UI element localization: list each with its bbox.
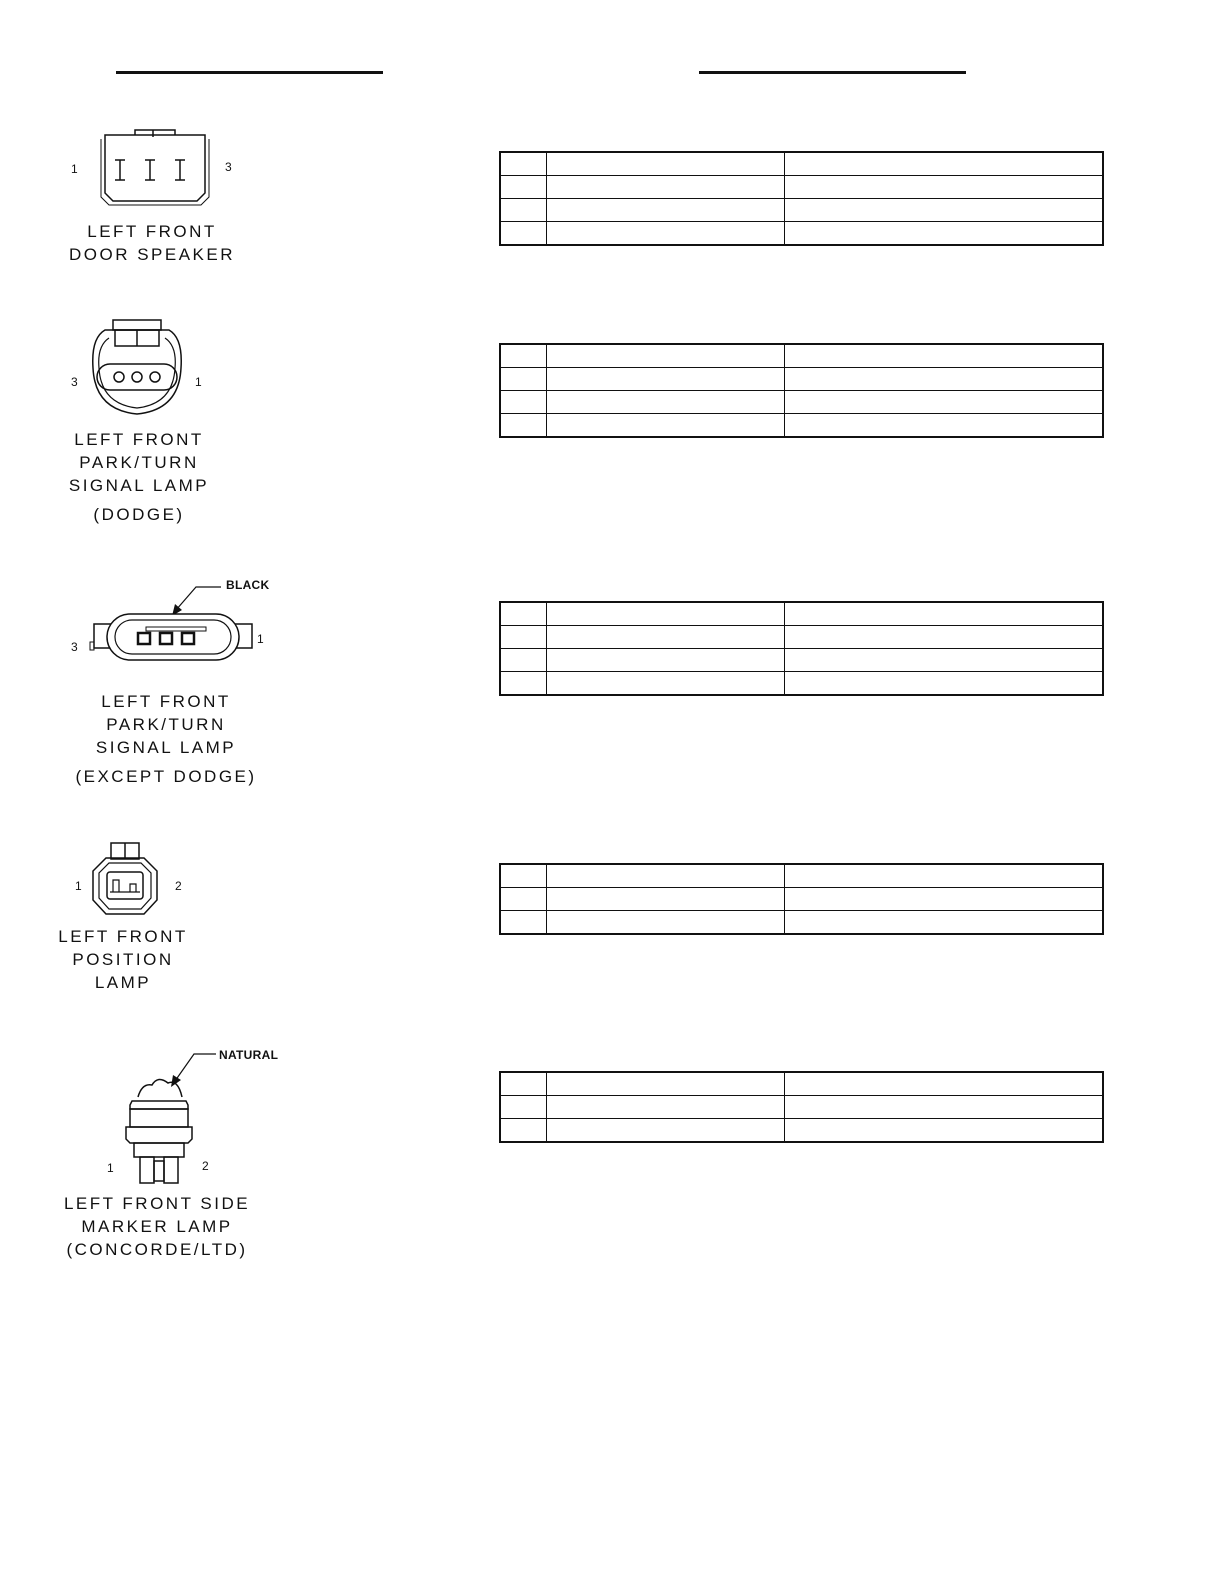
- table-row: [500, 626, 1103, 649]
- table-row: [500, 368, 1103, 391]
- side-marker-pin-left: 1: [107, 1161, 114, 1175]
- side-marker-pin-right: 2: [202, 1159, 209, 1173]
- door-speaker-pinout-table: [499, 151, 1104, 246]
- side-marker-connector-drawing: [120, 1045, 270, 1185]
- header-rule-left: [116, 71, 383, 74]
- park-turn-except-dodge-pinout-table: [499, 601, 1104, 696]
- table-row: [500, 1119, 1103, 1143]
- table-row: [500, 176, 1103, 199]
- caption-line: SIGNAL LAMP: [95, 738, 237, 757]
- position-lamp-pin-left: 1: [75, 879, 82, 893]
- caption-line: LAMP: [94, 973, 152, 992]
- park-turn-dodge-pinout-table: [499, 343, 1104, 438]
- caption-line: LEFT FRONT: [58, 927, 188, 946]
- door-speaker-connector-drawing: [95, 125, 215, 210]
- park-turn-dodge-pin-right: 1: [195, 375, 202, 389]
- position-lamp-pin-right: 2: [175, 879, 182, 893]
- caption-line: LEFT FRONT: [74, 430, 204, 449]
- caption-line: LEFT FRONT: [101, 692, 231, 711]
- side-marker-color-callout: NATURAL: [219, 1048, 279, 1062]
- table-row: [500, 1096, 1103, 1119]
- table-row: [500, 888, 1103, 911]
- table-row: [500, 344, 1103, 368]
- caption-line: LEFT FRONT SIDE: [63, 1194, 251, 1213]
- caption-line: (DODGE): [93, 505, 185, 524]
- park-turn-except-dodge-pin-left: 3: [71, 640, 78, 654]
- park-turn-except-dodge-pin-right: 1: [257, 632, 264, 646]
- table-row: [500, 414, 1103, 438]
- table-row: [500, 1072, 1103, 1096]
- park-turn-dodge-pin-left: 3: [71, 375, 78, 389]
- header-rule-right: [699, 71, 966, 74]
- door-speaker-pin-right: 3: [225, 160, 232, 174]
- position-lamp-connector-drawing: [88, 840, 162, 920]
- caption-line: LEFT FRONT: [87, 222, 217, 241]
- table-row: [500, 672, 1103, 696]
- park-turn-dodge-caption: [44, 428, 234, 526]
- caption-line: MARKER LAMP: [81, 1217, 233, 1236]
- caption-line: SIGNAL LAMP: [68, 476, 210, 495]
- table-row: [500, 649, 1103, 672]
- position-lamp-caption: [48, 925, 198, 994]
- park-turn-except-dodge-connector-drawing: [88, 580, 268, 670]
- table-row: [500, 911, 1103, 935]
- table-row: [500, 864, 1103, 888]
- caption-line: POSITION: [72, 950, 174, 969]
- position-lamp-pinout-table: [499, 863, 1104, 935]
- caption-line: (EXCEPT DODGE): [75, 767, 257, 786]
- table-row: [500, 602, 1103, 626]
- caption-line: (CONCORDE/LTD): [66, 1240, 248, 1259]
- caption-line: PARK/TURN: [79, 453, 199, 472]
- door-speaker-caption: [50, 220, 254, 266]
- table-row: [500, 199, 1103, 222]
- table-row: [500, 222, 1103, 246]
- park-turn-except-dodge-color-callout: BLACK: [226, 578, 270, 592]
- park-turn-dodge-connector-drawing: [85, 318, 190, 418]
- door-speaker-pin-left: 1: [71, 162, 78, 176]
- park-turn-except-dodge-caption: [66, 690, 266, 788]
- caption-line: DOOR SPEAKER: [68, 245, 236, 264]
- side-marker-caption: [50, 1192, 264, 1261]
- table-row: [500, 152, 1103, 176]
- caption-line: PARK/TURN: [106, 715, 226, 734]
- side-marker-pinout-table: [499, 1071, 1104, 1143]
- table-row: [500, 391, 1103, 414]
